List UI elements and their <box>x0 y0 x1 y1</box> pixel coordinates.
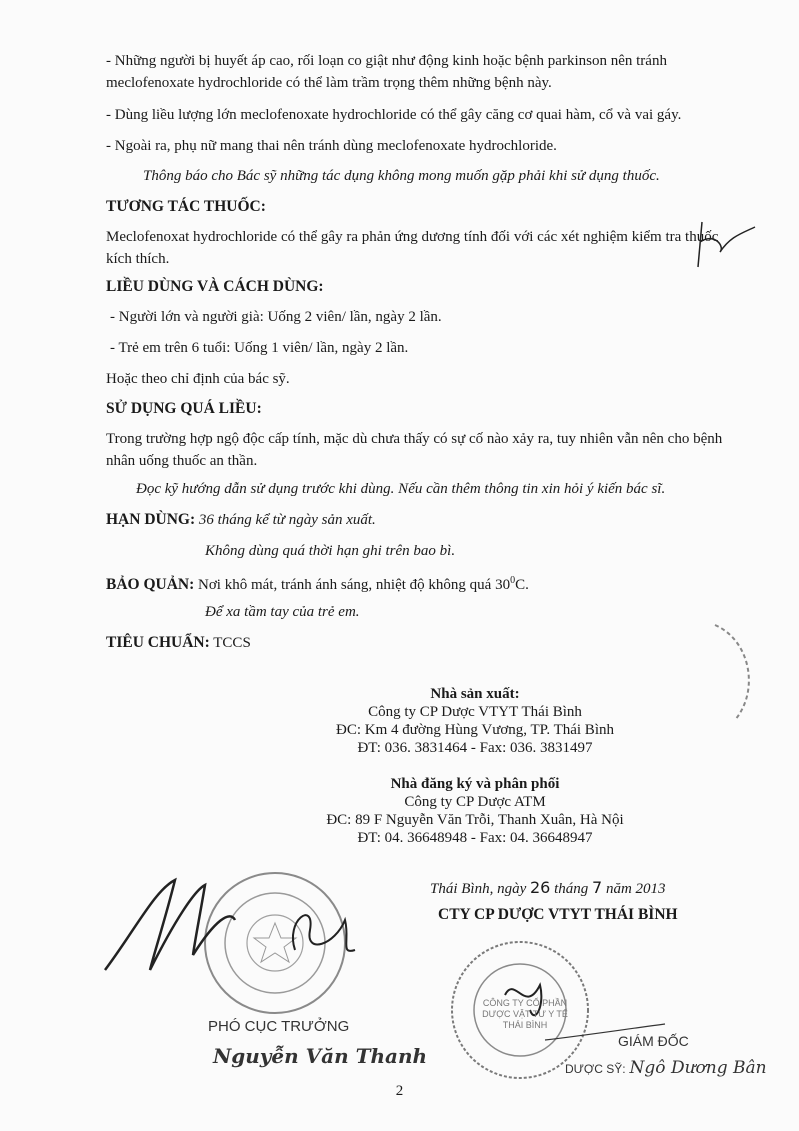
side-effect-paragraph-3: - Ngoài ra, phụ nữ mang thai nên tránh dùng meclofenoxate hydrochloride. <box>106 138 557 154</box>
company-seal-text: CÔNG TY CỔ PHẦN DƯỢC VẬT TƯ Y TẾ THÁI BÌNH <box>482 998 568 1030</box>
deputy-name: Nguyễn Văn Thanh <box>213 1044 428 1068</box>
manufacturer-heading: Nhà sản xuất: <box>430 686 520 702</box>
storage-note: Để xa tầm tay của trẻ em. <box>205 604 360 620</box>
storage-degree: 0 <box>510 575 516 586</box>
manufacturer-phone: ĐT: 036. 3831464 - Fax: 036. 3831497 <box>357 740 593 756</box>
distributor-phone: ĐT: 04. 36648948 - Fax: 04. 36648947 <box>357 830 593 846</box>
heading-standard: TIÊU CHUẨN: <box>106 634 210 651</box>
initial-mark <box>690 212 760 272</box>
month-prefix: tháng <box>554 881 589 897</box>
overdose-paragraph: Trong trường hợp ngộ độc cấp tính, mặc dù chưa thấy có sự cố nào xảy ra, tuy nhiên vẫn nên cho bệnh nhân uống thuốc an thần. <box>106 431 723 469</box>
standard-value: TCCS <box>213 635 251 651</box>
director-prefix: DƯỢC SỸ: <box>565 1062 626 1076</box>
heading-expiry: HẠN DÙNG: <box>106 511 196 528</box>
expiry-value: 36 tháng kể từ ngày sản xuất. <box>198 512 376 528</box>
side-effect-paragraph-2: - Dùng liều lượng lớn meclofenoxate hydrochloride có thể gây căng cơ quai hàm, cổ và vai gáy. <box>106 107 682 123</box>
manufacturer-name: Công ty CP Dược VTYT Thái Bình <box>368 704 582 720</box>
dosage-doctor: Hoặc theo chỉ định của bác sỹ. <box>106 371 290 387</box>
page-number: 2 <box>395 1083 404 1099</box>
dosage-child: - Trẻ em trên 6 tuổi: Uống 1 viên/ lần, ngày 2 lần. <box>110 340 409 356</box>
director-title: GIÁM ĐỐC <box>618 1033 689 1049</box>
date-month: 7 <box>592 878 603 897</box>
date-day: 26 <box>530 878 551 897</box>
signing-date <box>430 878 666 898</box>
expiry-note: Không dùng quá thời hạn ghi trên bao bì. <box>205 543 456 559</box>
interaction-paragraph: Meclofenoxat hydrochloride có thể gây ra phản ứng dương tính đối với các xét nghiệm kiểm tra thuốc kích thích. <box>106 229 719 267</box>
signing-company: CTY CP DƯỢC VTYT THÁI BÌNH <box>438 906 678 923</box>
director-name-line <box>565 1058 767 1078</box>
margin-stamp-fragment <box>695 620 765 730</box>
heading-storage: BẢO QUẢN: <box>106 576 195 593</box>
read-instructions: Đọc kỹ hướng dẫn sử dụng trước khi dùng. Nếu cần thêm thông tin xin hỏi ý kiến bác sĩ. <box>136 481 666 497</box>
deputy-signature <box>95 860 365 990</box>
heading-dosage: LIỀU DÙNG VÀ CÁCH DÙNG: <box>106 278 324 295</box>
director-name: Ngô Dương Bân <box>629 1058 767 1078</box>
distributor-name: Công ty CP Dược ATM <box>404 794 546 810</box>
date-year: năm 2013 <box>605 881 666 897</box>
notice-doctor: Thông báo cho Bác sỹ những tác dụng không mong muốn gặp phải khi sử dụng thuốc. <box>143 168 660 184</box>
date-prefix: Thái Bình, ngày <box>430 881 527 897</box>
side-effect-paragraph-1: - Những người bị huyết áp cao, rối loạn co giật như động kinh hoặc bệnh parkinson nên tránh meclofenoxate hydrochloride có thể làm trầm trọng thêm những bệnh này. <box>106 53 667 91</box>
heading-overdose: SỬ DỤNG QUÁ LIỀU: <box>106 400 262 417</box>
distributor-heading: Nhà đăng ký và phân phối <box>390 776 560 792</box>
distributor-address: ĐC: 89 F Nguyễn Văn Trỗi, Thanh Xuân, Hà Nội <box>326 812 624 828</box>
dosage-adult: - Người lớn và người già: Uống 2 viên/ lần, ngày 2 lần. <box>110 309 442 325</box>
heading-interaction: TƯƠNG TÁC THUỐC: <box>106 198 266 215</box>
storage-unit: C. <box>515 577 529 593</box>
standard-line <box>106 632 746 654</box>
manufacturer-address: ĐC: Km 4 đường Hùng Vương, TP. Thái Bình <box>336 722 614 738</box>
expiry-line <box>106 509 746 531</box>
storage-value: Nơi khô mát, tránh ánh sáng, nhiệt độ không quá 30 <box>198 577 511 593</box>
deputy-title: PHÓ CỤC TRƯỞNG <box>208 1018 350 1035</box>
storage-line <box>106 570 746 596</box>
